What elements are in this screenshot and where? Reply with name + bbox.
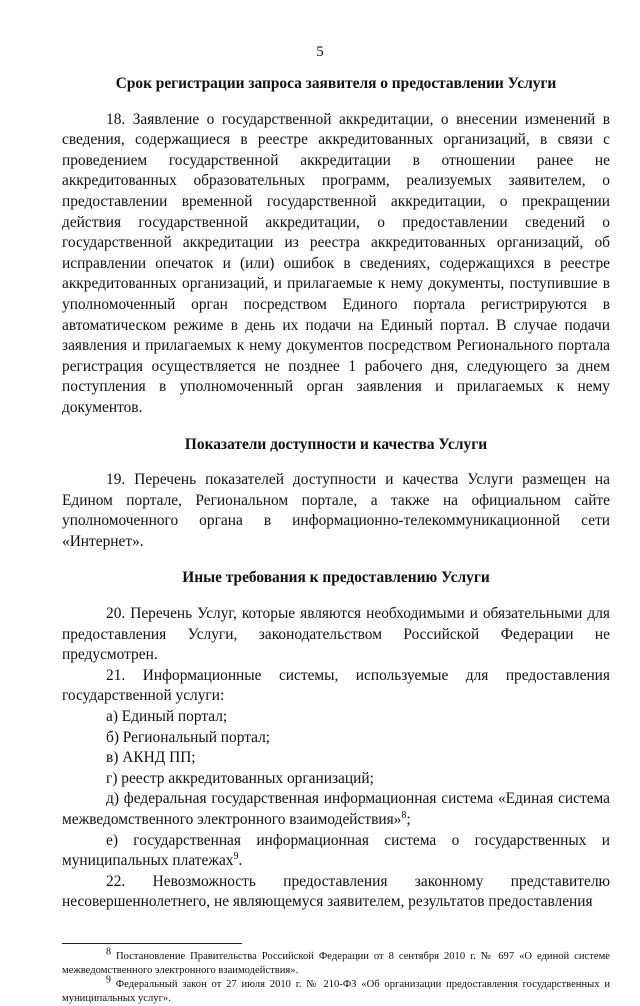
- list-item: а) Единый портал;: [106, 708, 228, 726]
- list-item: б) Региональный портал;: [106, 728, 271, 746]
- paragraph-22: 22. Невозможность предоставления законному представителю несовершеннолетнего, не являющемуся заявителем, результатов предоставления: [62, 872, 610, 911]
- list-item: г) реестр аккредитованных организаций;: [106, 769, 374, 787]
- list-item-e-text: е) государственная информационная система о государственных и муниципальных платежах: [62, 831, 610, 870]
- page-number: 5: [316, 44, 324, 60]
- list-item-d: д) федеральная государственная информационная система «Единая система межведомственного электронного взаимодействия»$^8$;: [62, 790, 610, 828]
- footnote-separator: [62, 943, 242, 944]
- section-heading-registration: Срок регистрации запроса заявителя о предоставлении Услуги: [115, 75, 557, 92]
- footnote-ref-9: 9: [233, 851, 239, 863]
- paragraph-18: 18. Заявление о государственной аккредитации, о внесении изменений в сведения, содержащиеся в реестре аккредитованных организаций, в связи с проведением государственной аккредитации в отношении ранее не аккредитованных образовательных программ, реализуемых заявителем, о предоставлении временной государственной аккредитации, о прекращении действия государственной аккредитации, о предоставлении сведений о государственной аккредитации из реестра аккредитованных организаций, об исправлении опечаток и (или) ошибок в сведениях, содержащихся в реестре аккредитованных организаций, и прилагаемые к нему документы, поступившие в уполномоченный орган посредством Единого портала регистрируются в автоматическом режиме в день их подачи на Единый портал. В случае подачи заявления и прилагаемых к нему документов посредством Регионального портала регистрация осуществляется не позднее 1 рабочего дня, следующего за днем поступления в уполномоченный орган заявления и прилагаемых к нему документов.: [62, 110, 610, 416]
- document-body: [62, 74, 610, 1006]
- paragraph-21: 21. Информационные системы, используемые для предоставления государственной услуги:: [62, 666, 610, 705]
- paragraph-20: 20. Перечень Услуг, которые являются необходимыми и обязательными для предоставления Услуги, законодательством Российской Федерации не предусмотрен.: [62, 605, 610, 664]
- section-heading-accessibility: Показатели доступности и качества Услуги: [184, 435, 488, 453]
- list-item-e: е) государственная информационная система о государственных и муниципальных платежах$^9$.: [62, 831, 610, 870]
- paragraph-19: 19. Перечень показателей доступности и качества Услуги размещен на Едином портале, Региональном портале, а также на официальном сайте уполномоченного органа в информационно-телекоммуникационной сети «Интернет».: [62, 471, 610, 550]
- footnote-8: $^8$ Постановление Правительства Российской Федерации от 8 сентября 2010 г. № 697 «О единой системе межведомственного электронного взаимодействия».: [62, 946, 610, 976]
- footnote-ref-8: 8: [401, 809, 407, 821]
- section-heading-other-requirements: Иные требования к предоставлению Услуги: [182, 569, 490, 587]
- list-item: в) АКНД ПП;: [106, 749, 196, 767]
- list-item-d-text: д) федеральная государственная информационная система «Единая система межведомственного электронного взаимодействия»: [62, 790, 610, 828]
- footnote-9: $^9$ Федеральный закон от 27 июля 2010 г. № 210-ФЗ «Об организации предоставления государственных и муниципальных услуг».: [62, 974, 610, 1004]
